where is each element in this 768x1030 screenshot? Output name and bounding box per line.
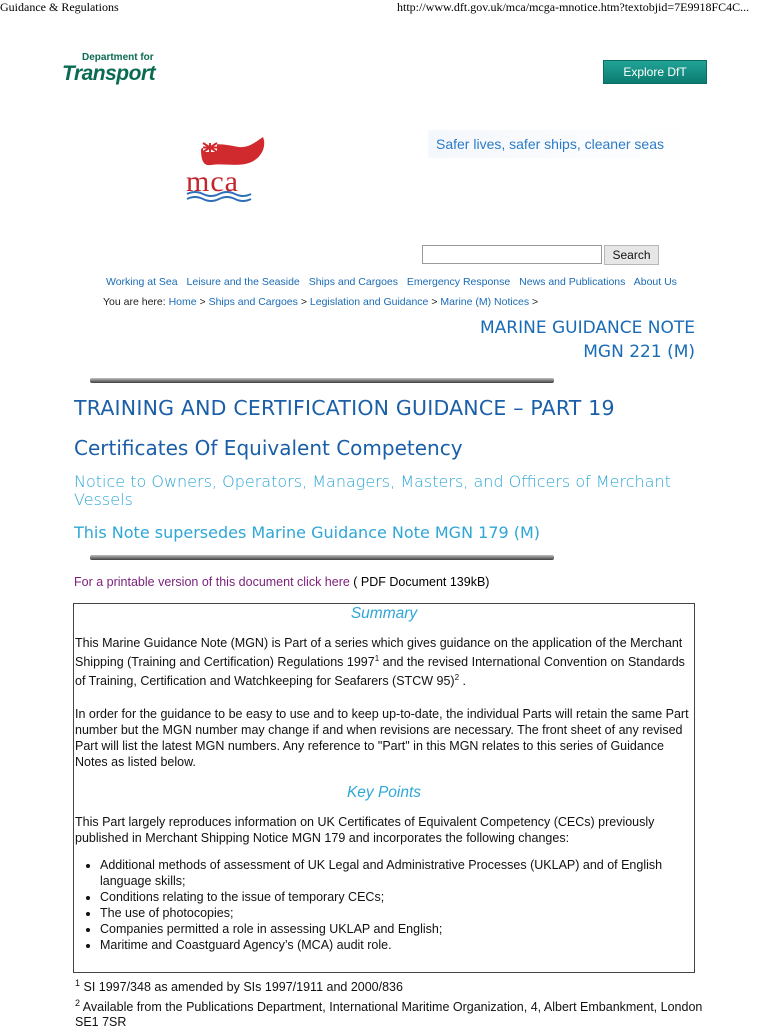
- breadcrumb-separator: >: [300, 296, 307, 308]
- breadcrumb-separator: >: [532, 296, 539, 308]
- breadcrumb: [103, 296, 538, 308]
- explore-dft-button[interactable]: Explore DfT: [603, 60, 707, 84]
- breadcrumb-legislation[interactable]: Legislation and Guidance: [309, 296, 429, 308]
- doc-supersedes: This Note supersedes Marine Guidance Note MGN 179 (M): [74, 523, 541, 542]
- keypoints-heading: Key Points: [346, 784, 422, 801]
- page-title: Guidance & Regulations: [0, 0, 119, 14]
- list-item: • Conditions relating to the issue of temporary CECs;: [100, 889, 685, 905]
- footnote-1-mark: 1: [75, 978, 81, 988]
- list-item: • The use of photocopies;: [100, 905, 685, 921]
- doc-subtitle: Certificates Of Equivalent Competency: [74, 436, 463, 460]
- dft-logo-small-text: Department for: [82, 52, 154, 63]
- mgn-heading: [300, 316, 695, 364]
- summary-p1-text-a: This Marine Guidance Note (MGN) is Part of a series which gives guidance on the application of the Merchant Shipping (Training and Certification) Regulations 1997: [75, 636, 683, 670]
- mca-logo-text: mca: [186, 165, 239, 198]
- search-button[interactable]: Search: [604, 245, 659, 265]
- printable-version: [74, 575, 489, 589]
- footnote-ref-2: 2: [454, 673, 460, 683]
- nav-item-working-at-sea[interactable]: Working at Sea: [106, 276, 178, 288]
- doc-notice: Notice to Owners, Operators, Managers, Masters, and Officers of Merchant Vessels: [74, 472, 671, 509]
- footnote-ref-1: 1: [374, 654, 380, 663]
- summary-p1-text-b: and the revised International Convention on Standards of Training, Certification and Watchkeeping for Seafarers (STCW 95): [75, 655, 685, 689]
- dft-logo[interactable]: [62, 53, 155, 84]
- list-item: • Companies permitted a role in assessing UKLAP and English;: [100, 921, 685, 937]
- slogan: Safer lives, safer ships, cleaner seas: [428, 130, 694, 158]
- nav-item-leisure[interactable]: Leisure and the Seaside: [186, 276, 300, 288]
- list-item: • Maritime and Coastguard Agency’s (MCA) audit role.: [100, 937, 685, 953]
- summary-heading: Summary: [350, 605, 418, 622]
- divider: [90, 555, 554, 560]
- footnote-1: [75, 976, 715, 995]
- printable-version-info: ( PDF Document 139kB): [349, 575, 490, 589]
- breadcrumb-home[interactable]: Home: [168, 296, 197, 308]
- doc-title: TRAINING AND CERTIFICATION GUIDANCE – PART 19: [74, 396, 615, 420]
- divider: [90, 378, 554, 383]
- footnote-2: [75, 996, 715, 1030]
- page-url: http://www.dft.gov.uk/mca/mcga-mnotice.htm?textobjid=7E9918FC4C...: [397, 0, 750, 14]
- main-nav: [106, 276, 683, 288]
- breadcrumb-ships-cargoes[interactable]: Ships and Cargoes: [208, 296, 298, 308]
- breadcrumb-separator: >: [199, 296, 206, 308]
- summary-paragraph-2: In order for the guidance to be easy to use and to keep up-to-date, the individual Parts will retain the same Part number but the MGN number may change if and when revisions are necessary. The front sheet of any revised Part will list the latest MGN numbers. Any reference to "Part" in this MGN relates to this series of Guidance Notes as listed below.: [75, 707, 689, 769]
- keypoints-intro: This Part largely reproduces information on UK Certificates of Equivalent Competency (CECs) previously published in Merchant Shipping Notice MGN 179 and incorporates the following changes:: [75, 815, 655, 845]
- nav-item-emergency-response[interactable]: Emergency Response: [406, 276, 511, 288]
- footnote-2-mark: 2: [75, 998, 81, 1008]
- list-item: • Additional methods of assessment of UK Legal and Administrative Processes (UKLAP) and of English language skills;: [100, 857, 685, 889]
- nav-item-about-us[interactable]: About Us: [633, 276, 677, 288]
- footnote-2-text: Available from the Publications Department, International Maritime Organization, 4, Albert Embankment, London SE1 7SR: [75, 1000, 703, 1030]
- search-input[interactable]: [422, 245, 602, 264]
- breadcrumb-marine-notices[interactable]: Marine (M) Notices: [440, 296, 530, 308]
- breadcrumb-prefix: You are here:: [103, 296, 166, 308]
- printable-version-link[interactable]: For a printable version of this document click here: [74, 575, 350, 589]
- dft-logo-big-text: Transport: [62, 62, 156, 85]
- keypoints-list: [75, 857, 685, 953]
- nav-item-ships-cargoes[interactable]: Ships and Cargoes: [308, 276, 398, 288]
- mgn-line-1: MARINE GUIDANCE NOTE: [480, 318, 695, 338]
- mgn-line-2: MGN 221 (M): [583, 342, 695, 362]
- footnote-1-text: SI 1997/348 as amended by SIs 1997/1911 and 2000/836: [80, 980, 403, 995]
- breadcrumb-separator: >: [431, 296, 438, 308]
- nav-item-news-publications[interactable]: News and Publications: [519, 276, 626, 288]
- summary-p1-text-c: .: [459, 674, 466, 689]
- summary-paragraph-1: [75, 635, 690, 689]
